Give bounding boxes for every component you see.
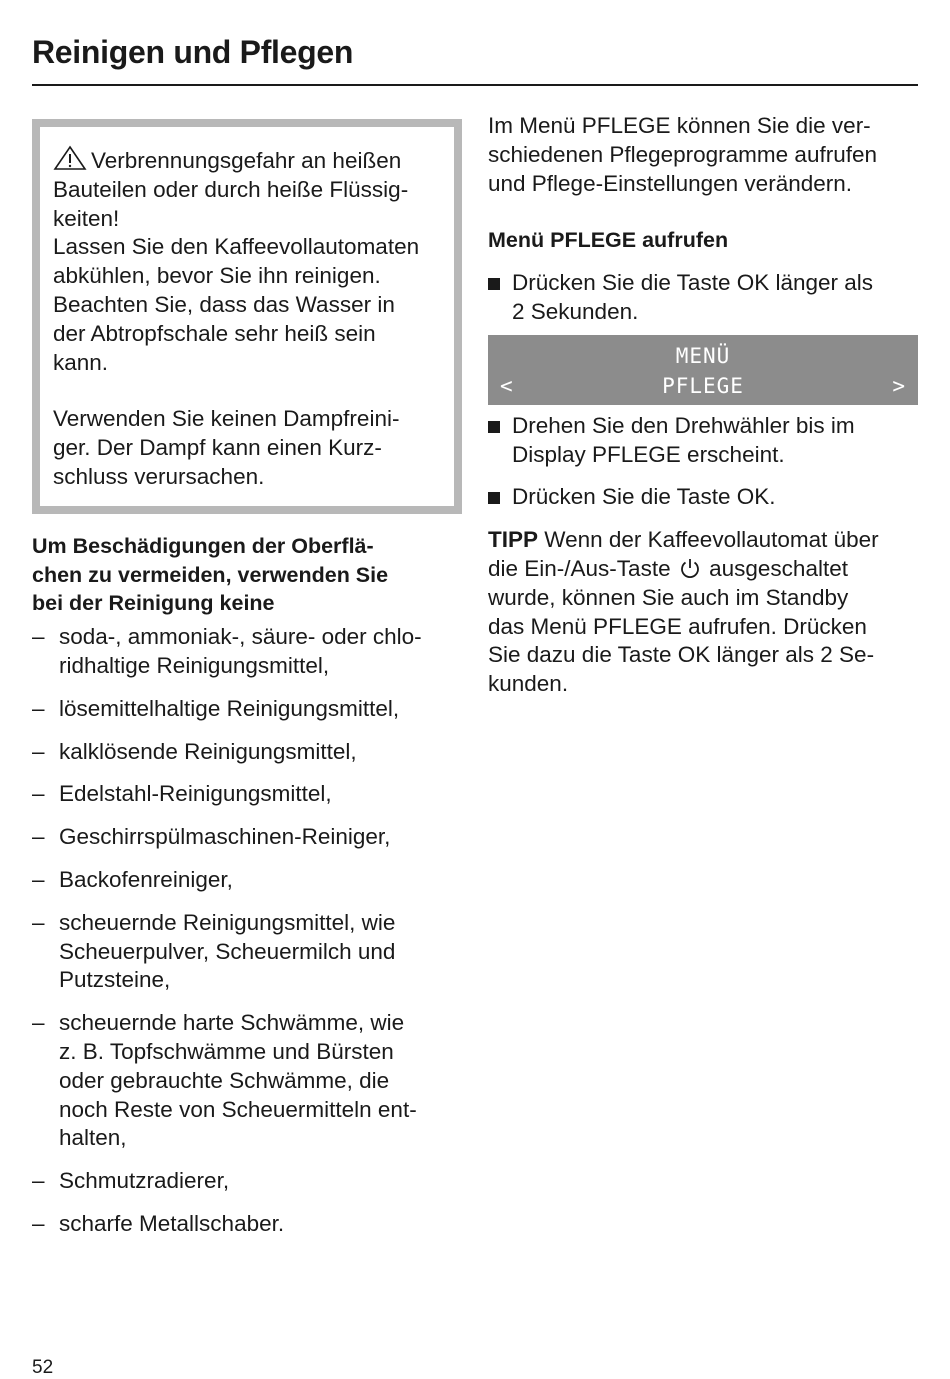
steps-list-2 [488,412,918,512]
list-item: – Backofenreiniger, [32,866,462,895]
page-number: 52 [32,1357,54,1378]
warning-line: der Abtropfschale sehr heiß sein [53,320,376,346]
list-item: – scheuernde harte Schwämme, wie z. B. Topfschwämme und Bürsten oder gebrauchte Schwämme, die noch Reste von Scheuermitteln ent- halten, [32,1010,417,1151]
heading-line: Um Beschädigungen der Oberflä- [32,533,374,558]
step-item: Drücken Sie die Taste OK. [488,483,918,512]
list-item: – soda-, ammoniak-, säure- oder chlo- ridhaltige Reinigungsmittel, [32,624,422,678]
warning-line: schluss verursachen. [53,463,265,489]
dash-bullet: – [32,781,45,807]
warning-paragraph-2 [53,405,442,491]
steps-list-1 [488,269,918,327]
right-column [488,112,918,699]
dash-bullet: – [32,1210,45,1236]
dash-bullet: – [32,866,45,892]
dash-bullet: – [32,624,45,650]
warning-line: abkühlen, bevor Sie ihn reinigen. [53,263,381,289]
menu-heading: Menü PFLEGE aufrufen [488,228,729,253]
tip-paragraph: TIPP Wenn der Kaffeevollautomat über die Ein-/Aus-Taste ausgeschaltet wurde, können Sie auch im Standby das Menü PFLEGE aufrufen. Drücken Sie dazu die Taste OK länger als 2 Se- kunden. [488,527,879,697]
dash-bullet: – [32,1010,45,1036]
warning-box [32,119,462,514]
display-line-pflege: PFLEGE [662,373,744,398]
left-column [32,119,462,1253]
display-line-menu: MENÜ [675,343,731,368]
heading-line: bei der Reinigung keine [32,591,275,616]
intro-paragraph: Im Menü PFLEGE können Sie die ver- schiedenen Pflegeprogramme aufrufen und Pflege-Einstellungen verändern. [488,113,877,196]
power-icon [679,557,701,579]
display-right-arrow-icon: > [892,373,906,398]
dash-bullet: – [32,738,45,764]
warning-line: ger. Der Dampf kann einen Kurz- [53,435,382,461]
heading-line: chen zu vermeiden, verwenden Sie [32,562,389,587]
forbidden-cleaners-list [32,623,462,1239]
dash-bullet: – [32,909,45,935]
list-item: – Edelstahl-Reinigungsmittel, [32,780,462,809]
step-item: Drehen Sie den Drehwähler bis im Display PFLEGE erscheint. [488,412,918,470]
dash-bullet: – [32,1168,45,1194]
warning-line: kann. [53,349,109,375]
warning-line: Verbrennungsgefahr an heißen [91,148,402,173]
dash-bullet: – [32,824,45,850]
square-bullet [488,492,500,504]
warning-line: Verwenden Sie keinen Dampfreini- [53,406,400,432]
title-divider [32,84,918,86]
list-item: – kalklösende Reinigungsmittel, [32,738,462,767]
list-item: – scheuernde Reinigungsmittel, wie Scheuerpulver, Scheuermilch und Putzsteine, [32,909,396,993]
warning-line: Lassen Sie den Kaffeevollautomaten [53,234,420,260]
list-item: – Geschirrspülmaschinen-Reiniger, [32,823,462,852]
warning-triangle-icon [53,145,87,171]
page-title: Reinigen und Pflegen [32,34,354,70]
list-item: – scharfe Metallschaber. [32,1210,462,1239]
list-item: – lösemittelhaltige Reinigungsmittel, [32,695,462,724]
warning-line: Beachten Sie, dass das Wasser in [53,291,395,317]
square-bullet [488,421,500,433]
warning-paragraph-1 [53,145,442,377]
surface-warning-heading [32,532,462,618]
warning-line: keiten! [53,205,120,231]
square-bullet [488,278,500,290]
tip-label: TIPP [488,527,539,553]
step-item: Drücken Sie die Taste OK länger als 2 Sekunden. [488,269,918,327]
list-item: – Schmutzradierer, [32,1167,462,1196]
display-screen [488,335,918,405]
display-left-arrow-icon: < [500,373,514,398]
dash-bullet: – [32,695,45,721]
warning-line: Bauteilen oder durch heiße Flüssig- [53,176,409,202]
